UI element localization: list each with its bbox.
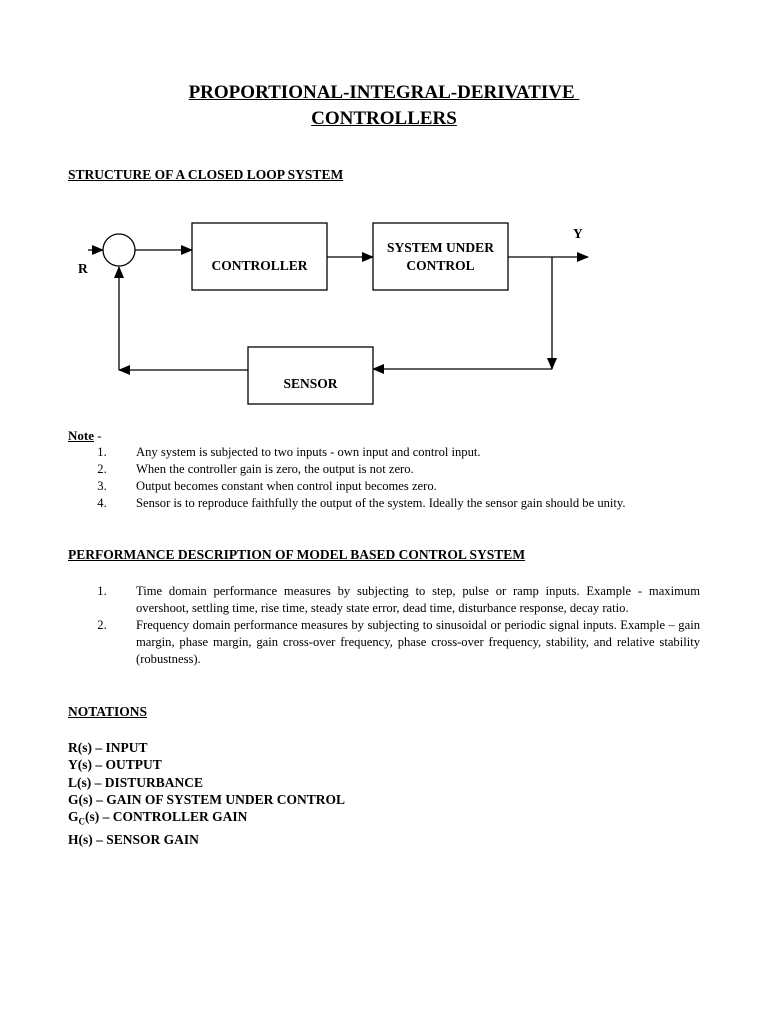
closed-loop-heading: STRUCTURE OF A CLOSED LOOP SYSTEM [68, 167, 344, 182]
note-list [68, 444, 700, 512]
summing-junction [103, 234, 135, 266]
note-item-text: Sensor is to reproduce faithfully the output of the system. Ideally the sensor gain should be unity. [136, 496, 626, 510]
input-label: R [78, 261, 88, 276]
notation-item: R(s) – INPUT [68, 740, 148, 755]
note-label-suffix: - [94, 428, 102, 443]
notation-item-controller-gain [68, 808, 345, 831]
output-label: Y [573, 226, 583, 241]
note-item [68, 495, 700, 512]
note-item [68, 461, 700, 478]
performance-list [68, 583, 700, 668]
note-item-number: 3. [97, 479, 107, 493]
note-item [68, 444, 700, 461]
note-item-number: 1. [97, 445, 107, 459]
performance-item-number: 1. [97, 584, 107, 598]
notation-item: Y(s) – OUTPUT [68, 757, 162, 773]
system-label-line-2: CONTROL [406, 258, 475, 273]
page-title-line-2: CONTROLLERS [311, 108, 457, 129]
notation-item: G(s) – GAIN OF SYSTEM UNDER CONTROL [68, 791, 346, 807]
closed-loop-diagram [0, 215, 768, 415]
controller-gain-subscript: C [78, 816, 86, 827]
note-item-number: 2. [97, 462, 107, 476]
controller-label: CONTROLLER [211, 258, 308, 273]
performance-item [68, 617, 700, 668]
performance-item-text: Time domain performance measures by subjecting to step, pulse or ramp inputs. Example - maximum overshoot, settling time, rise time, steady state error, dead time, disturbance response, decay ratio. [136, 584, 700, 615]
note-item-number: 4. [97, 496, 107, 510]
page-title-line-1: PROPORTIONAL-INTEGRAL-DERIVATIVE [188, 82, 580, 103]
note-item [68, 478, 700, 495]
controller-block [192, 223, 327, 290]
notation-item: H(s) – SENSOR GAIN [68, 832, 199, 848]
page-title [0, 80, 768, 132]
notation-item: L(s) – DISTURBANCE [68, 774, 204, 790]
performance-item-number: 2. [97, 618, 107, 632]
notations-list [68, 739, 345, 848]
controller-gain-text: (s) – CONTROLLER GAIN [85, 809, 248, 825]
performance-heading: PERFORMANCE DESCRIPTION OF MODEL BASED CONTROL SYSTEM [68, 547, 526, 562]
note-item-text: Output becomes constant when control input becomes zero. [136, 479, 437, 493]
performance-item-text: Frequency domain performance measures by subjecting to sinusoidal or periodic signal inputs. Example – gain margin, phase margin, gain cross-over frequency, phase cross-over frequency, stability, and relative stability (robustness). [136, 618, 700, 666]
note-label-text: Note [68, 428, 94, 443]
note-item-text: When the controller gain is zero, the output is not zero. [136, 462, 414, 476]
notations-heading: NOTATIONS [68, 704, 148, 719]
controller-gain-symbol: G [68, 809, 79, 825]
system-label-line-1: SYSTEM UNDER [387, 240, 494, 255]
sensor-label: SENSOR [283, 376, 338, 391]
system-under-control-block [373, 223, 508, 290]
performance-item [68, 583, 700, 617]
note-label [68, 428, 102, 444]
note-item-text: Any system is subjected to two inputs - own input and control input. [136, 445, 481, 459]
